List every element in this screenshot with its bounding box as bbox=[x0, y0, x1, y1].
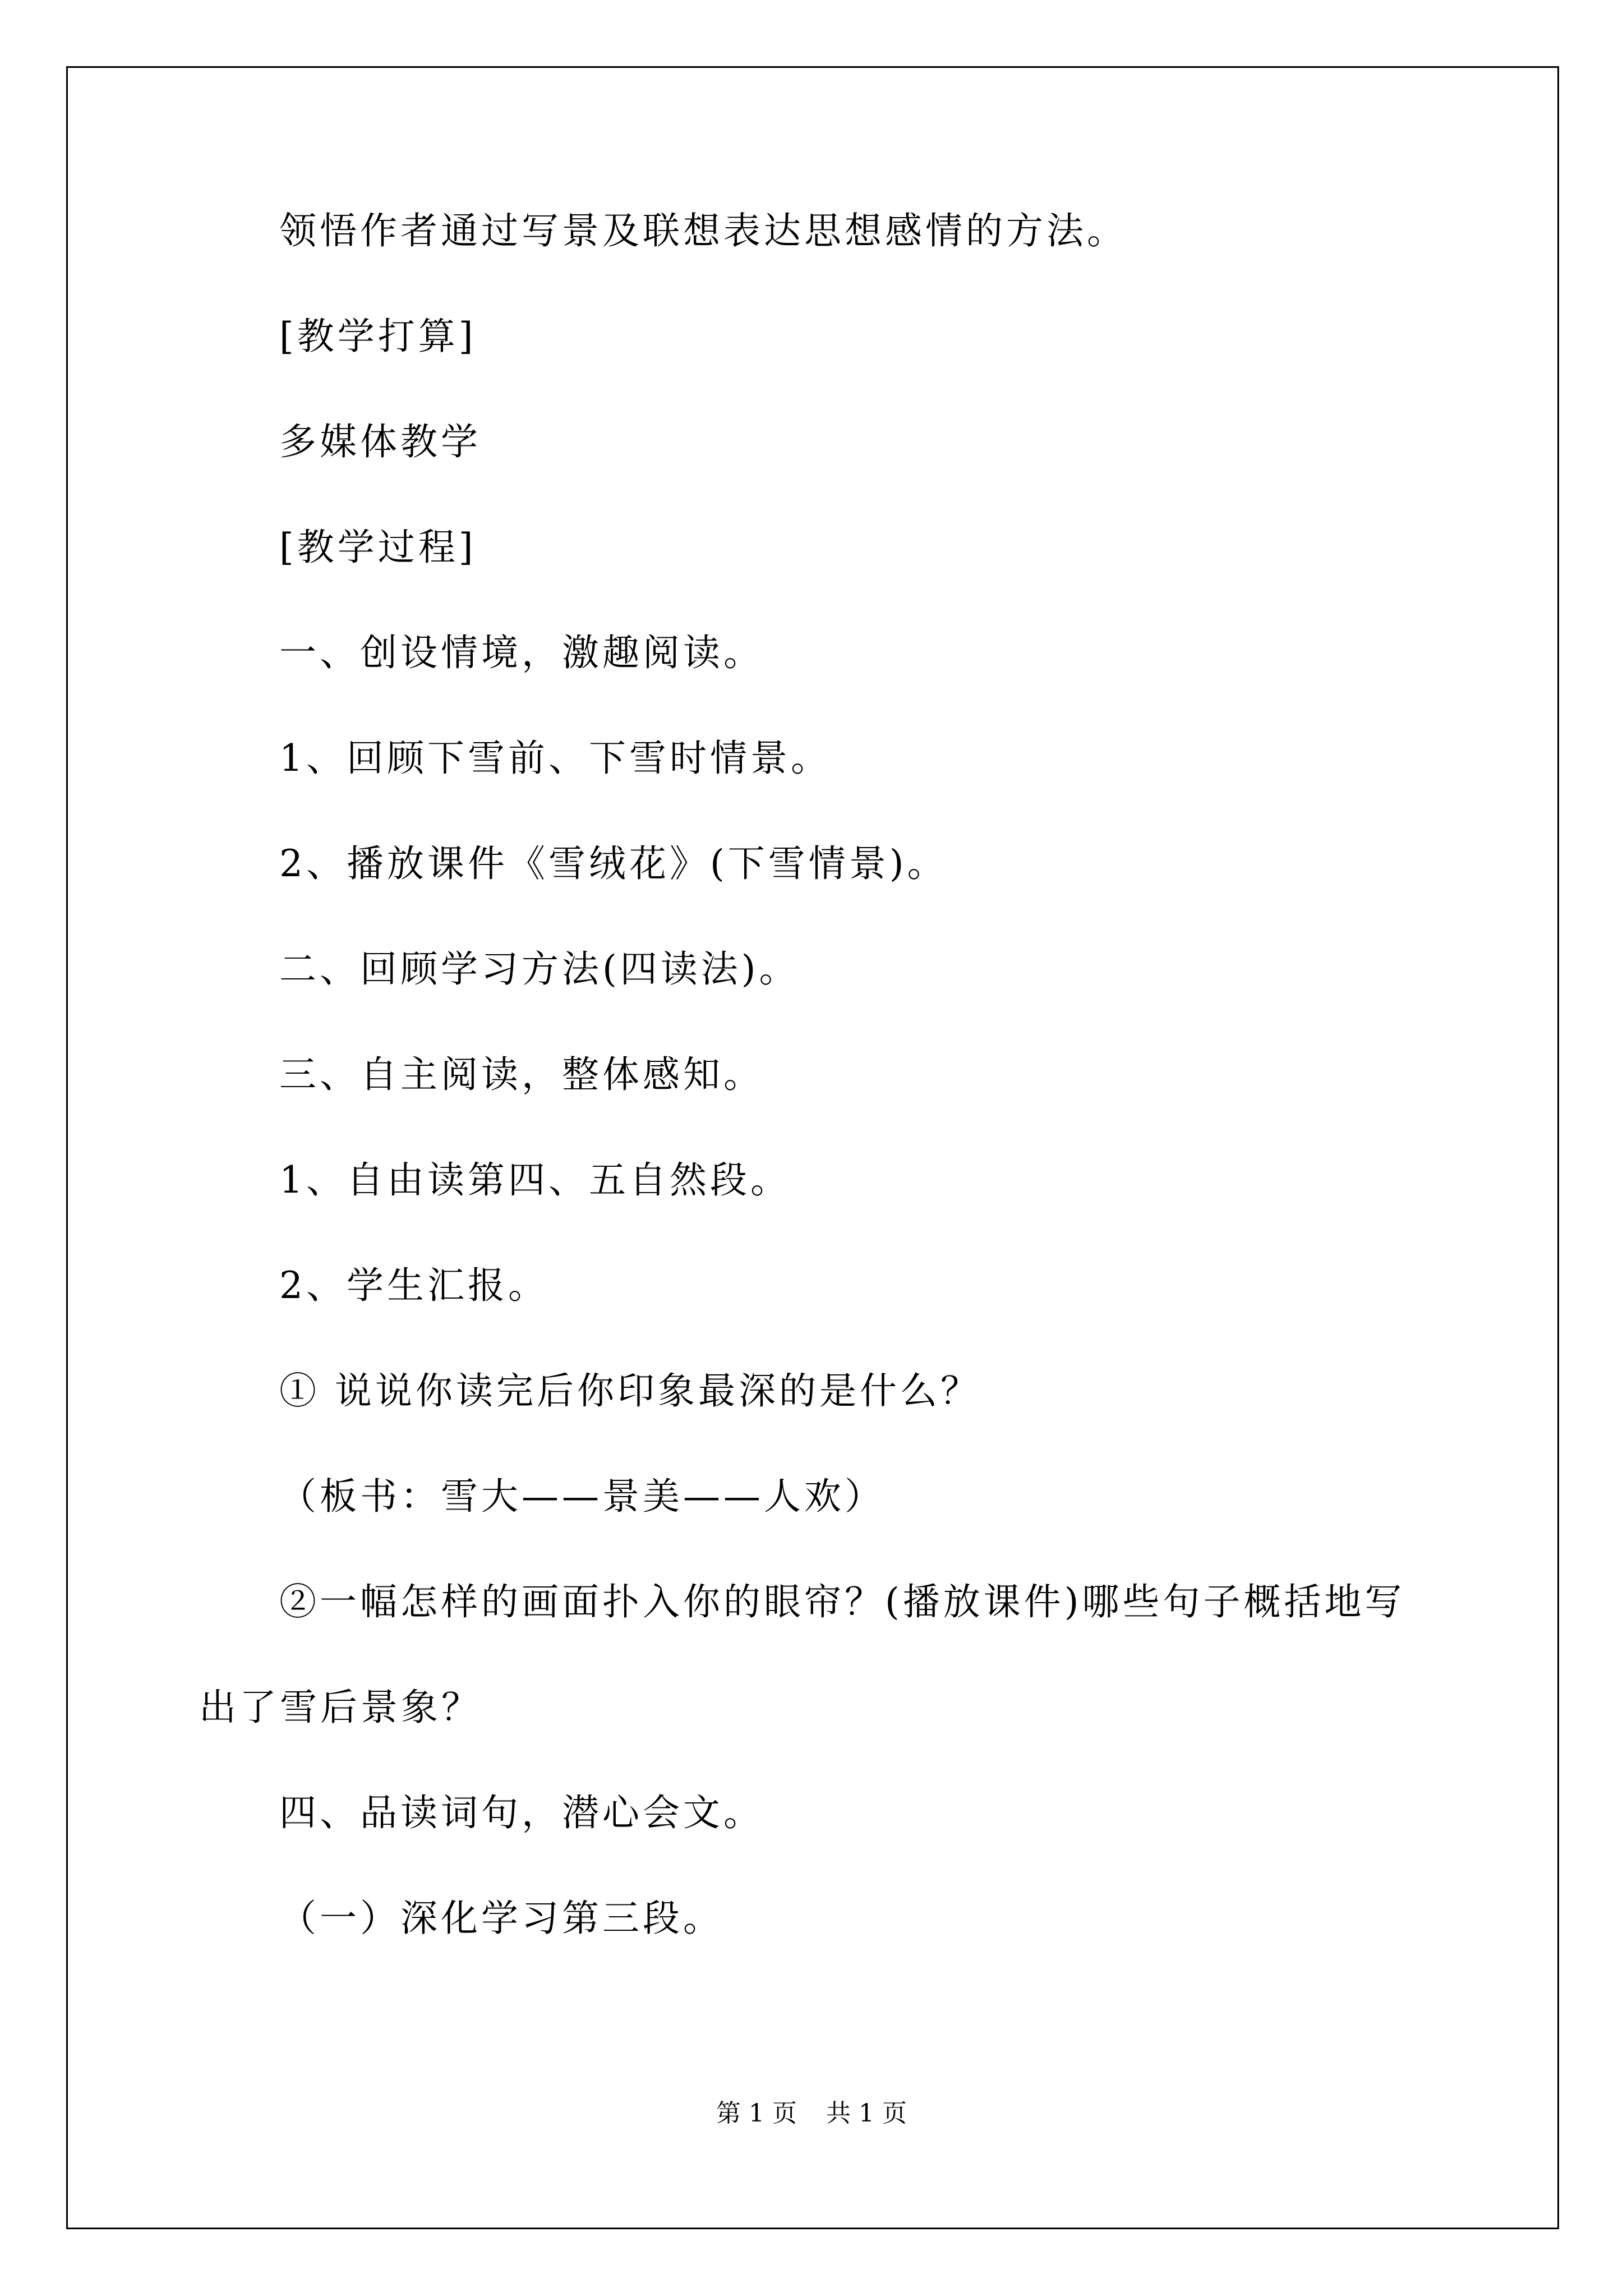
text-line: [教学过程] bbox=[279, 526, 477, 569]
text-line: ②一幅怎样的画面扑入你的眼帘？(播放课件)哪些句子概括地写 bbox=[279, 1580, 1405, 1623]
text-line: 2、学生汇报。 bbox=[279, 1264, 548, 1307]
page-total: 共 1 页 bbox=[826, 2099, 907, 2128]
text-line: 三、自主阅读，整体感知。 bbox=[279, 1053, 764, 1096]
text-line: 多媒体教学 bbox=[279, 420, 481, 463]
text-line: [教学打算] bbox=[279, 315, 477, 358]
text-line: 1、回顾下雪前、下雪时情景。 bbox=[279, 737, 831, 780]
text-line: 一、创设情境，激趣阅读。 bbox=[279, 631, 764, 674]
text-line: 1、自由读第四、五自然段。 bbox=[279, 1158, 791, 1202]
text-line: （一）深化学习第三段。 bbox=[279, 1897, 723, 1940]
text-line: 四、品读词句，潜心会文。 bbox=[279, 1791, 764, 1834]
text-line: 2、播放课件《雪绒花》(下雪情景)。 bbox=[279, 842, 948, 885]
text-line: 领悟作者通过写景及联想表达思想感情的方法。 bbox=[279, 209, 1127, 252]
text-line: ① 说说你读完后你印象最深的是什么？ bbox=[279, 1369, 981, 1412]
page-footer bbox=[0, 2098, 1623, 2129]
text-line: 二、回顾学习方法(四读法)。 bbox=[279, 947, 800, 991]
page-number: 第 1 页 bbox=[716, 2099, 797, 2128]
text-line: 出了雪后景象？ bbox=[199, 1686, 482, 1729]
text-line: （板书：雪大——景美——人欢） bbox=[279, 1475, 885, 1518]
